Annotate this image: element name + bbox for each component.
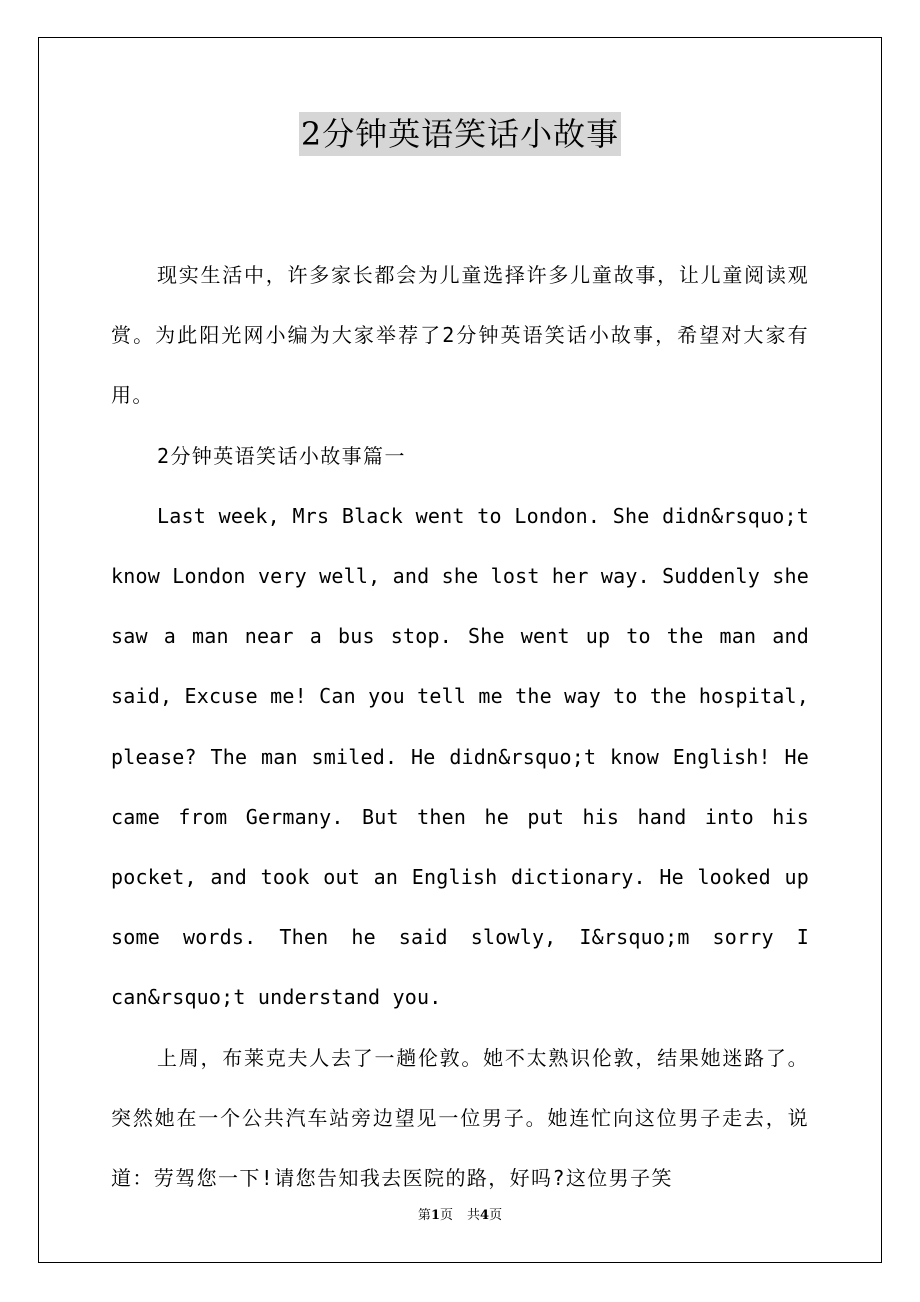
page-footer	[0, 1206, 920, 1226]
total-unit: 页	[489, 1208, 503, 1223]
page-unit: 页	[439, 1208, 453, 1223]
page-prefix: 第	[417, 1208, 431, 1223]
title-container	[0, 112, 920, 156]
current-page-number: 1	[430, 1208, 440, 1223]
document-body	[111, 245, 809, 1208]
total-prefix: 共	[467, 1208, 481, 1223]
chinese-translation-paragraph: 上周，布莱克夫人去了一趟伦敦。她不太熟识伦敦，结果她迷路了。突然她在一个公共汽车站旁边望见一位男子。她连忙向这位男子走去，说道：劳驾您一下!请您告知我去医院的路，好吗?这位男子笑	[111, 1045, 809, 1191]
english-story-paragraph: Last week, Mrs Black went to London. She didn&rsquo;t know London very well, and she lost her way. Suddenly she saw a man near a bus stop. She went up to the man and said, Excuse me! Can you tell me the way to the hospital, please? The man smiled. He didn&rsquo;t know English! He came from Germany. But then he put his hand into his pocket, and took out an English dictionary. He looked up some words. Then he said slowly, I&rsquo;m sorry I can&rsquo;t understand you.	[111, 503, 809, 1010]
intro-paragraph: 现实生活中，许多家长都会为儿童选择许多儿童故事，让儿童阅读观赏。为此阳光网小编为大家举荐了2分钟英语笑话小故事，希望对大家有用。	[111, 263, 809, 408]
total-page-number: 4	[480, 1208, 490, 1223]
document-title: 2分钟英语笑话小故事	[299, 112, 621, 156]
section-heading: 2分钟英语笑话小故事篇一	[157, 443, 406, 468]
